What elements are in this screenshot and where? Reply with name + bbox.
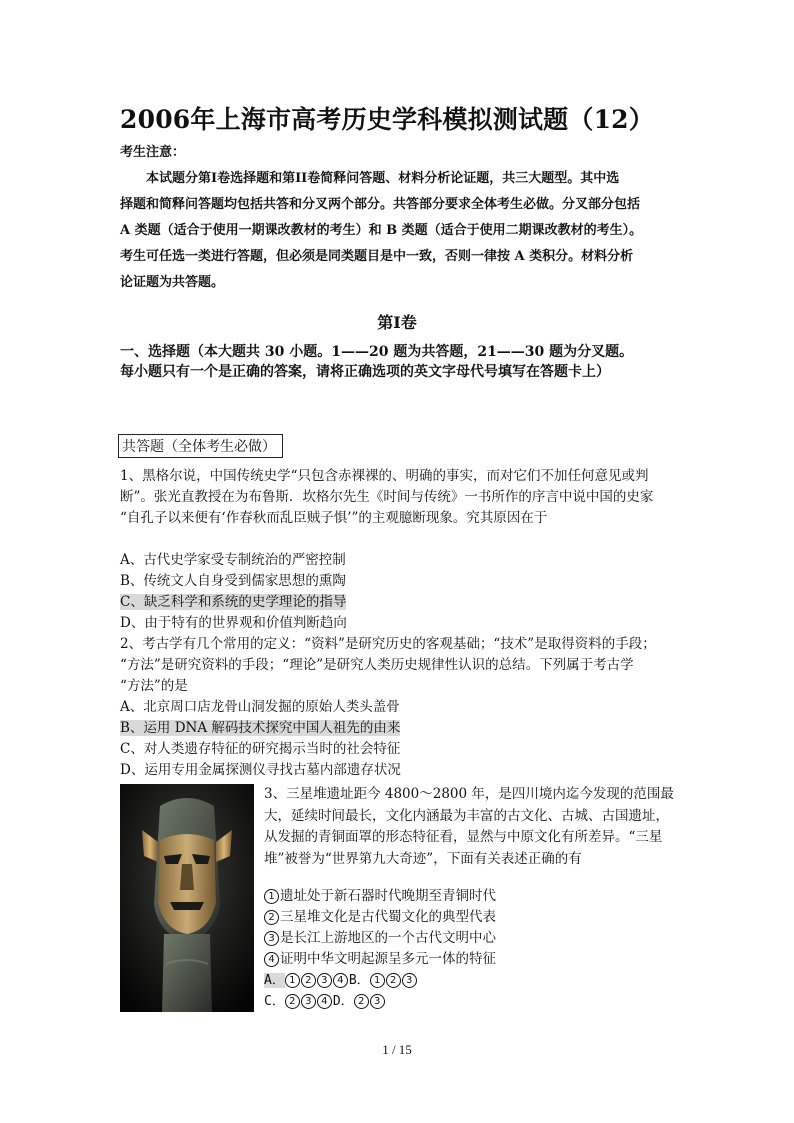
option-c xyxy=(120,592,676,613)
page-number: 1 / 15 xyxy=(382,1042,412,1057)
answer-row xyxy=(264,991,496,1012)
option-b xyxy=(120,718,676,739)
circled-number: 2 xyxy=(301,973,316,988)
question-stem-line: 大，延续时间最长，文化内涵最为丰富的古文化、古城、古国遗址， xyxy=(264,807,669,824)
notice-label: 考生注意： xyxy=(120,145,186,160)
question-stem-line: 堆”被誉为“世界第九大奇迹”，下面有关表述正确的有 xyxy=(264,850,582,867)
question-stem-line: 3、三星堆遗址距今 4800～2800 年，是四川境内迄今发现的范围最 xyxy=(264,786,674,802)
option-d: D、由于特有的世界观和价值判断趋向 xyxy=(120,615,347,631)
statement-item xyxy=(264,886,496,907)
circled-number: 1 xyxy=(285,973,300,988)
question-1 xyxy=(120,466,676,634)
circled-number: 4 xyxy=(333,973,348,988)
answer-c-label: C． xyxy=(264,994,285,1009)
circled-number: 4 xyxy=(264,952,279,967)
notice-line: 论证题为共答题。 xyxy=(120,275,225,290)
statement-item xyxy=(264,928,496,949)
question-3-statements xyxy=(264,886,496,1012)
answer-row xyxy=(264,970,496,991)
choice-instructions xyxy=(120,342,680,382)
statement-text: 证明中华文明起源呈多元一体的特征 xyxy=(280,951,496,967)
option-c: C、对人类遗存特征的研究揭示当时的社会特征 xyxy=(120,741,401,757)
statement-text: 是长江上游地区的一个古代文明中心 xyxy=(280,930,496,946)
option-d: D、运用专用金属探测仪寻找古墓内部遗存状况 xyxy=(120,762,401,778)
question-stem-line: 2、考古学有几个常用的定义：“资料”是研究历史的客观基础；“技术”是取得资料的手段； xyxy=(120,636,656,652)
answer-d-label: D． xyxy=(332,994,354,1009)
notice-line: 考生可任选一类进行答题，但必须是同类题目是中一致，否则一律按 A 类积分。材料分析 xyxy=(120,249,634,264)
circled-number: 3 xyxy=(264,931,279,946)
circled-number: 1 xyxy=(264,889,279,904)
statement-item xyxy=(264,949,496,970)
option-a: A、北京周口店龙骨山洞发掘的原始人类头盖骨 xyxy=(120,699,400,715)
circled-number: 4 xyxy=(317,994,332,1009)
highlighted-option: C、缺乏科学和系统的史学理论的指导 xyxy=(120,594,347,610)
statement-text: 三星堆文化是古代蜀文化的典型代表 xyxy=(280,909,496,925)
circled-number: 1 xyxy=(370,973,385,988)
question-2 xyxy=(120,634,676,781)
circled-number: 3 xyxy=(301,994,316,1009)
circled-number: 2 xyxy=(285,994,300,1009)
question-stem-line: “方法”是研究资料的手段；“理论”是研究人类历史规律性认识的总结。下列属于考古学 xyxy=(120,657,634,673)
question-stem-line: 1、黑格尔说，中国传统史学“只包含赤裸裸的、明确的事实，而对它们不加任何意见或判 xyxy=(120,468,649,484)
bronze-mask-image xyxy=(120,784,254,1012)
circled-number: 2 xyxy=(386,973,401,988)
circled-number: 3 xyxy=(402,973,417,988)
question-3-stem xyxy=(264,784,678,870)
statement-item xyxy=(264,907,496,928)
highlighted-option: B、运用 DNA 解码技术探究中国人祖先的由来 xyxy=(120,720,401,736)
question-stem-line: 断”。张光直教授在为布鲁斯．坎格尔先生《时间与传统》一书所作的序言中说中国的史家 xyxy=(120,489,654,505)
spacer xyxy=(120,529,676,550)
circled-number: 2 xyxy=(354,994,369,1009)
document-title: 2006年上海市高考历史学科模拟测试题（12） xyxy=(120,105,654,134)
statement-text: 遗址处于新石器时代晚期至青铜时代 xyxy=(280,888,496,904)
circled-number: 3 xyxy=(317,973,332,988)
notice-line: A 类题（适合于使用一期课改教材的考生）和 B 类题（适合于使用二期课改教材的考生）。 xyxy=(120,223,643,238)
instruction-line: 一、选择题（本大题共 30 小题。1——20 题为共答题，21——30 题为分叉题。 xyxy=(120,344,634,360)
question-stem-line: 从发掘的青铜面罩的形态特征看，显然与中原文化有所差异。“三星 xyxy=(264,829,663,845)
instruction-line: 每小题只有一个是正确的答案，请将正确选项的英文字母代号填写在答题卡上） xyxy=(120,364,610,380)
answer-b-label: B． xyxy=(348,973,370,988)
answer-a-label: A． xyxy=(264,973,285,988)
section-label-box: 共答题（全体考生必做） xyxy=(118,434,283,458)
question-stem-line: “自孔子以来便有‘作春秋而乱臣贼子惧’”的主观臆断现象。究其原因在于 xyxy=(120,510,548,526)
option-a: A、古代史学家受专制统治的严密控制 xyxy=(120,552,346,568)
question-stem-line: “方法”的是 xyxy=(120,678,188,694)
notice-paragraph xyxy=(120,166,676,296)
circled-number: 2 xyxy=(264,910,279,925)
option-b: B、传统文人自身受到儒家思想的熏陶 xyxy=(120,573,346,589)
circled-number: 3 xyxy=(370,994,385,1009)
notice-line: 择题和简释问答题均包括共答和分叉两个部分。共答部分要求全体考生必做。分叉部分包括 xyxy=(120,197,641,212)
volume-heading: 第Ⅰ卷 xyxy=(377,313,417,332)
notice-line: 本试题分第Ⅰ卷选择题和第II卷简释问答题、材料分析论证题，共三大题型。其中选 xyxy=(146,171,620,186)
